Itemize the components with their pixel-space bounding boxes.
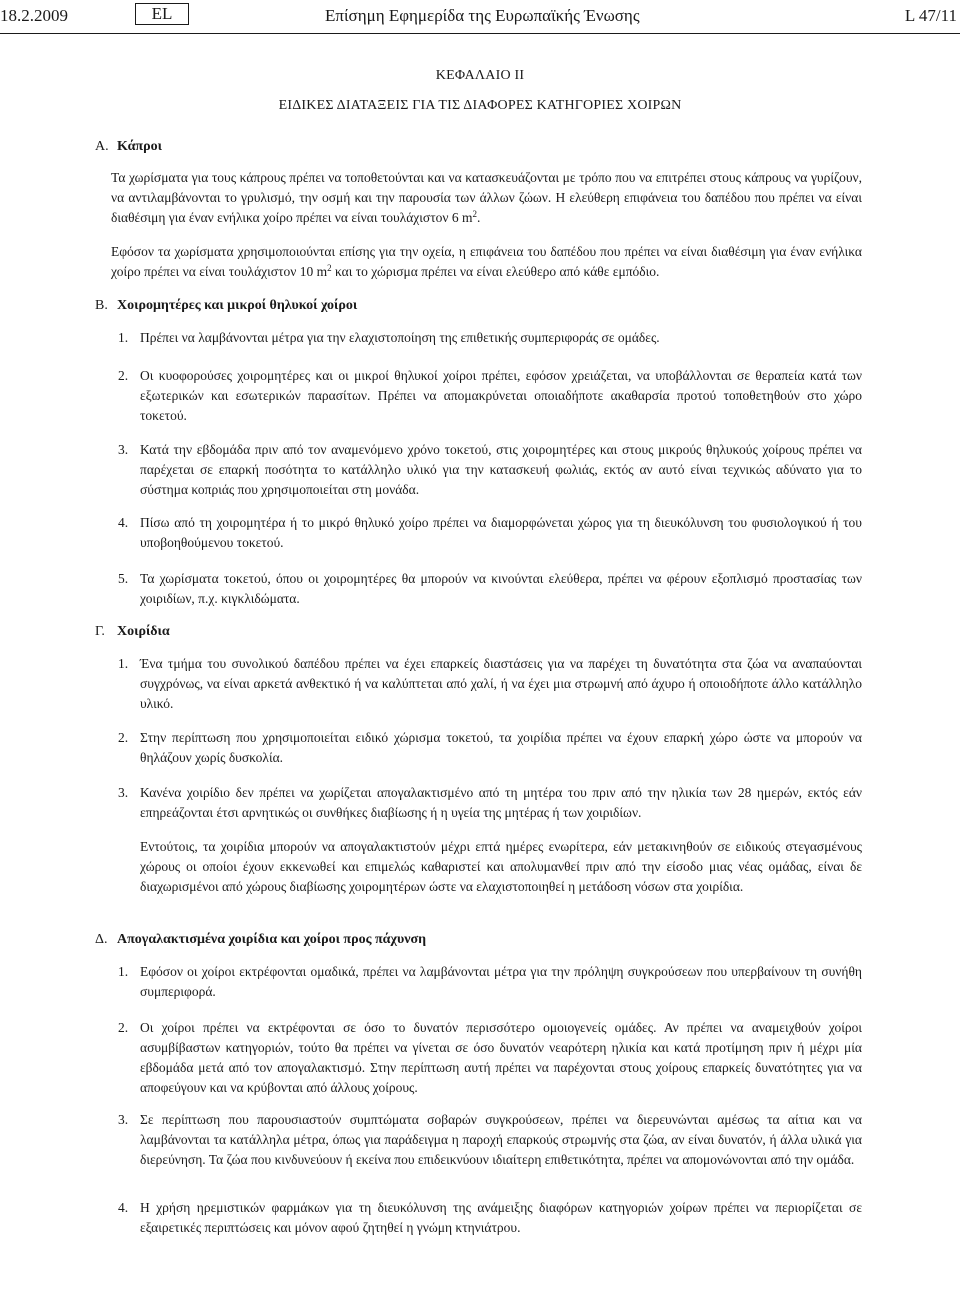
list-item: Ένα τμήμα του συνολικού δαπέδου πρέπει να έχει επαρκείς διαστάσεις για να παρέχει τη δυνατότητα στα ζώα να αναπαύονται συγχρόνως, να είναι αρκετά ανθεκτικό ή να καλύπτεται από χαλί, ή να έχει μια στρωμνή από άχυρο ή οποιοδήποτε άλλο κατάλληλο υλικό. <box>140 656 862 711</box>
journal-title: Επίσημη Εφημερίδα της Ευρωπαϊκής Ένωσης <box>325 6 640 25</box>
item-number: 4. <box>118 1200 129 1215</box>
list-item: Η χρήση ηρεμιστικών φαρμάκων για τη διευκόλυνση της ανάμειξης διαφόρων κατηγοριών χοίρων πρέπει να περιορίζεται σε εξαιρετικές περιπτώσεις και μόνον αφού ζητηθεί η γνώμη κτηνιάτρου. <box>140 1200 862 1235</box>
chapter-number: ΚΕΦΑΛΑΙΟ II <box>435 68 525 83</box>
item-number: 1. <box>118 330 129 345</box>
item-number: 2. <box>118 730 129 745</box>
item-number: 3. <box>118 1112 129 1127</box>
item-number: 2. <box>118 1020 129 1035</box>
language-code-box: EL <box>135 3 189 25</box>
list-item: Σε περίπτωση που παρουσιαστούν συμπτώματα σοβαρών συγκρούσεων, πρέπει να διερευνώνται αμέσως τα αίτια και να λαμβάνονται τα κατάλληλα μέτρα, όπως για παράδειγμα η παροχή επαρκούς στρωμνής στα ζώα, αν είναι δυνατόν, ή άλλα υλικά για διερεύνηση. Τα ζώα που κινδυνεύουν ή εκείνα που επιδεικνύουν ιδιαίτερη επιθετικότητα, πρέπει να απομονώνονται από την ομάδα. <box>140 1112 862 1167</box>
journal-header <box>0 3 960 29</box>
section-heading-d <box>95 932 426 948</box>
item-number: 2. <box>118 368 129 383</box>
list-item: Οι κυοφορούσες χοιρομητέρες και οι μικροί θηλυκοί χοίροι πρέπει, εφόσον χρειάζεται, να υποβάλλονται σε θεραπεία κατά των εξωτερικών και εσωτερικών παρασίτων. Πρέπει να απομακρύνεται οποιαδήποτε ακαθαρσία προτού τοποθετηθούν στο χώρο τοκετού. <box>140 368 862 423</box>
section-letter: Α. <box>95 139 109 154</box>
list-item: Πίσω από τη χοιρομητέρα ή το μικρό θηλυκό χοίρο πρέπει να διαμορφώνεται χώρος για τη διευκόλυνση του φυσιολογικού ή του υποβοηθούμενου τοκετού. <box>140 515 862 550</box>
item-number: 3. <box>118 785 129 800</box>
paragraph-a1: Τα χωρίσματα για τους κάπρους πρέπει να τοποθετούνται και να κατασκευάζονται με τρόπο που να επιτρέπει στους κάπρους να γυρίζουν, να αντιλαμβάνονται το γρυλισμό, την οσμή και την παρουσία των άλλων ζώων. Η ελεύθερη επιφάνεια του δαπέδου που πρέπει να είναι διαθέσιμη για έναν ενήλικα χοίρο πρέπει να είναι τουλάχιστον 6 $m^2$. <box>111 170 862 225</box>
page-reference: L 47/11 <box>904 6 957 25</box>
section-letter: Δ. <box>95 932 108 947</box>
paragraph-a2: Εφόσον τα χωρίσματα χρησιμοποιούνται επίσης για την οχεία, η επιφάνεια του δαπέδου που πρέπει να είναι διαθέσιμη για έναν ενήλικα χοίρο πρέπει να είναι τουλάχιστον 10 $m^2$ και το χώρισμα πρέπει να είναι ελεύθερο από κάθε εμπόδιο. <box>111 244 862 279</box>
item-number: 1. <box>118 964 129 979</box>
list-item: Πρέπει να λαμβάνονται μέτρα για την ελαχιστοποίηση της επιθετικής συμπεριφοράς σε ομάδες. <box>140 330 660 345</box>
item-number: 5. <box>118 571 129 586</box>
section-heading-a <box>95 139 162 155</box>
item-number: 1. <box>118 656 129 671</box>
list-item: Τα χωρίσματα τοκετού, όπου οι χοιρομητέρες θα μπορούν να κινούνται ελεύθερα, πρέπει να φέρουν εξοπλισμό προστασίας των χοιριδίων, π.χ. κιγκλιδώματα. <box>140 571 862 606</box>
section-title: Χοιρίδια <box>117 624 170 639</box>
section-heading-b <box>95 298 357 314</box>
section-letter: Β. <box>95 298 108 313</box>
section-letter: Γ. <box>95 624 105 639</box>
list-item: Εφόσον οι χοίροι εκτρέφονται ομαδικά, πρέπει να λαμβάνονται μέτρα για την πρόληψη συγκρούσεων που υπερβαίνουν τη συνήθη συμπεριφορά. <box>140 964 862 999</box>
publication-date: 18.2.2009 <box>0 6 68 25</box>
header-rule <box>0 33 960 34</box>
section-title: Χοιρομητέρες και μικροί θηλυκοί χοίροι <box>117 298 358 313</box>
item-number: 4. <box>118 515 129 530</box>
list-item: Οι χοίροι πρέπει να εκτρέφονται σε όσο το δυνατόν περισσότερο ομοιογενείς ομάδες. Αν πρέπει να αναμειχθούν χοίροι ασυμβίβαστων κατηγοριών, τούτο θα πρέπει να γίνεται σε όσο δυνατόν νεαρότερη ηλικία και κατά προτίμηση πριν ή μέχρι μία εβδομάδα μετά από τον απογαλακτισμό. Στην περίπτωση αυτή πρέπει να παρέχονται στους χοίρους επαρκείς δυνατότητες για να αποφεύγουν και να κρύβονται από άλλους χοίρους. <box>140 1020 862 1095</box>
list-item: Κατά την εβδομάδα πριν από τον αναμενόμενο χρόνο τοκετού, στις χοιρομητέρες και στους μικρούς θηλυκούς χοίρους πρέπει να παρέχεται σε επαρκή ποσότητα το κατάλληλο υλικό για την κατασκευή φωλιάς, εκτός αν αυτό είναι τεχνικώς αδύνατο για το σύστημα κοπριάς που χρησιμοποιείται στη μονάδα. <box>140 442 862 497</box>
paragraph-c3-continued: Εντούτοις, τα χοιρίδια μπορούν να απογαλακτιστούν μέχρι επτά ημέρες ενωρίτερα, εάν μετακινηθούν σε ειδικούς στεγασμένους χώρους οι οποίοι έχουν εκκενωθεί και επιμελώς καθαριστεί και απολυμανθεί πριν από την είσοδο μιας νέας ομάδας, είναι δε διαχωρισμένοι από χώρους διαβίωσης χοιρομητέρων ώστε να ελαχιστοποιηθεί η μετάδοση νόσων στα χοιρίδια. <box>140 839 862 894</box>
chapter-title: ΕΙΔΙΚΕΣ ΔΙΑΤΑΞΕΙΣ ΓΙΑ ΤΙΣ ΔΙΑΦΟΡΕΣ ΚΑΤΗΓΟΡΙΕΣ ΧΟΙΡΩΝ <box>278 98 682 113</box>
section-title: Απογαλακτισμένα χοιρίδια και χοίροι προς πάχυνση <box>117 932 427 947</box>
list-item: Κανένα χοιρίδιο δεν πρέπει να χωρίζεται απογαλακτισμένο από τη μητέρα του πριν από την ηλικία των 28 ημερών, εκτός εάν επηρεάζονται έτσι αρνητικώς οι συνθήκες διαβίωσης ή η υγεία της μητέρας ή των χοιριδίων. <box>140 785 862 820</box>
section-title: Κάπροι <box>117 139 162 154</box>
list-item: Στην περίπτωση που χρησιμοποιείται ειδικό χώρισμα τοκετού, τα χοιρίδια πρέπει να έχουν επαρκή χώρο ώστε να μπορούν να θηλάζουν χωρίς δυσκολία. <box>140 730 862 765</box>
item-number: 3. <box>118 442 129 457</box>
section-heading-c <box>95 624 170 640</box>
